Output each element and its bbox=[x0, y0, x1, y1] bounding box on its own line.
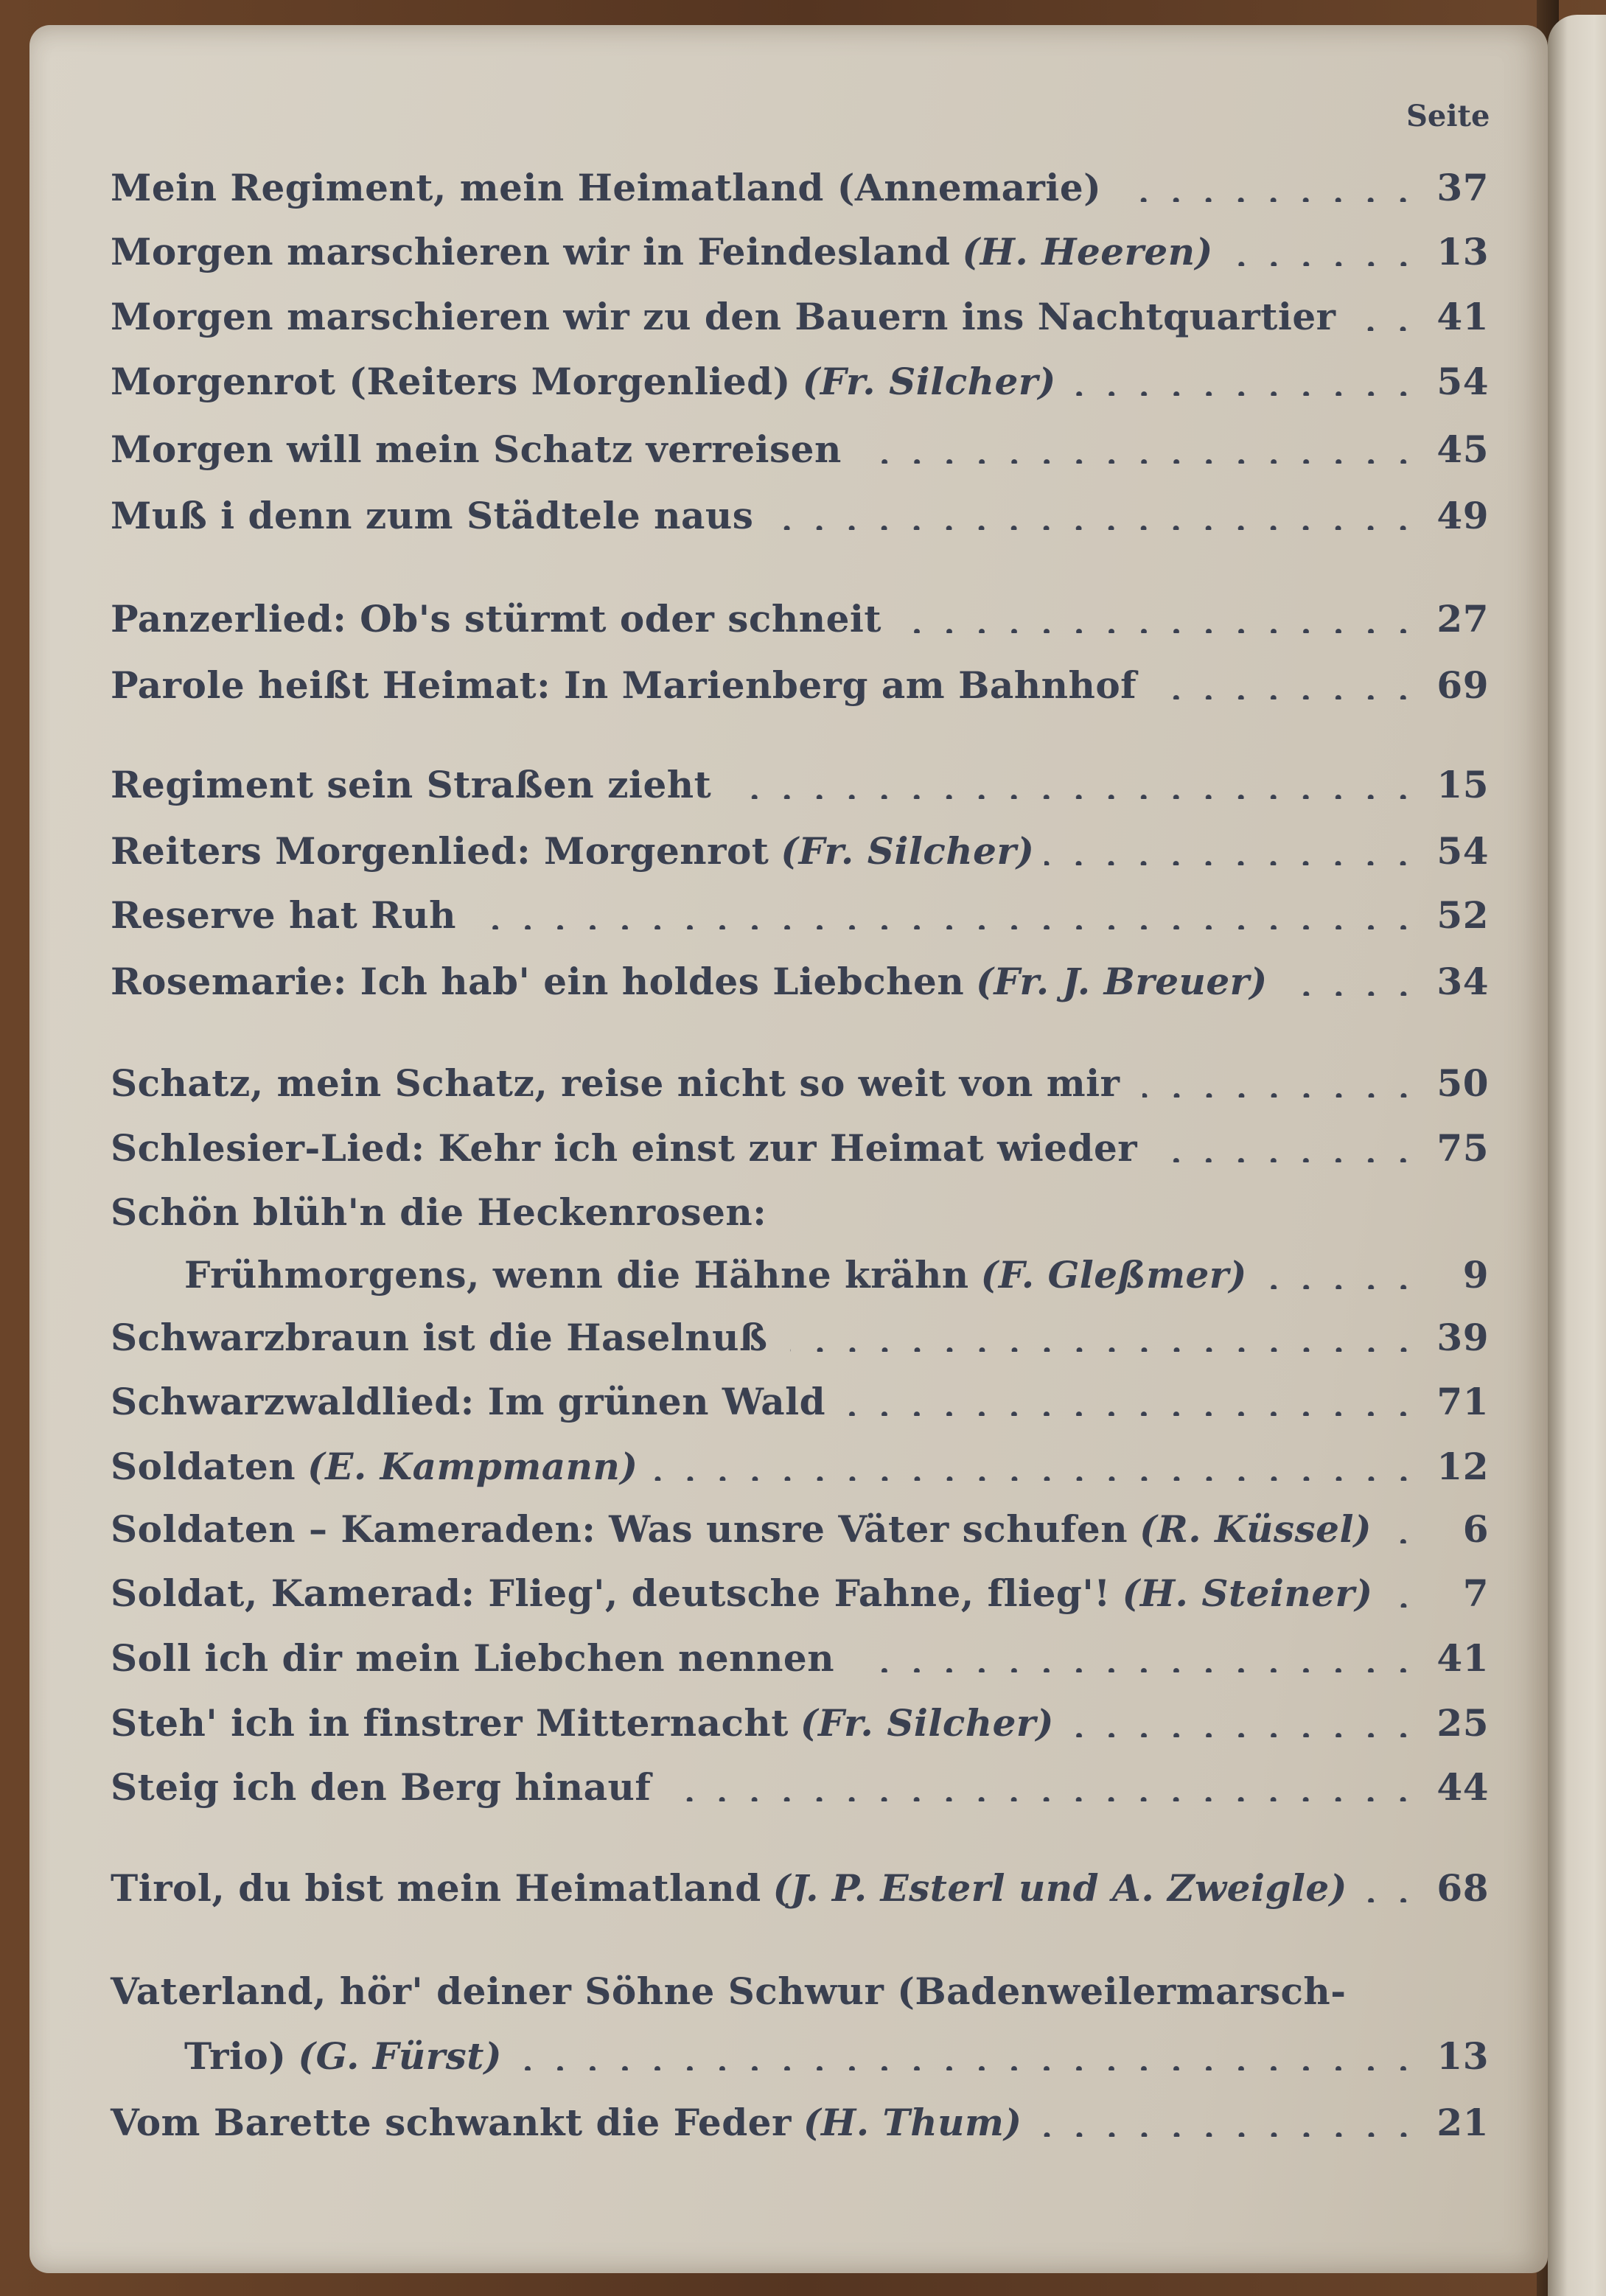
entry-page-number: 25 bbox=[1436, 1700, 1489, 1745]
entry-title: Steh' ich in finstrer Mitternacht bbox=[111, 1700, 789, 1745]
entry-title: Soldat, Kamerad: Flieg', deutsche Fahne, flieg'! bbox=[111, 1571, 1111, 1615]
toc-entry bbox=[111, 1122, 1489, 1173]
entry-title: Regiment sein Straßen zieht bbox=[111, 762, 712, 806]
entry-page-number: 45 bbox=[1436, 427, 1489, 471]
entry-title: Trio) bbox=[184, 2034, 287, 2078]
entry-page-number: 44 bbox=[1436, 1765, 1489, 1809]
entry-title: Morgen marschieren wir zu den Bauern ins Nachtquartier bbox=[111, 294, 1336, 338]
toc-entry bbox=[111, 2096, 1489, 2148]
toc-entry bbox=[111, 1311, 1489, 1363]
entry-title: Soldaten bbox=[111, 1444, 296, 1488]
entry-title: Vaterland, hör' deiner Söhne Schwur (Badenweilermarsch- bbox=[111, 1969, 1347, 2013]
entry-page-number: 12 bbox=[1436, 1444, 1489, 1488]
entry-title: Parole heißt Heimat: In Marienberg am Bahnhof bbox=[111, 663, 1137, 707]
page-column-header: Seite bbox=[1406, 99, 1490, 133]
table-of-contents bbox=[29, 25, 1548, 2273]
toc-entry bbox=[111, 423, 1489, 475]
toc-entry bbox=[111, 1186, 1489, 1238]
leader-dots bbox=[856, 1643, 1420, 1672]
toc-entry bbox=[111, 290, 1489, 342]
toc-entry bbox=[111, 758, 1489, 810]
toc-entry bbox=[111, 489, 1489, 541]
entry-page-number: 15 bbox=[1436, 762, 1489, 806]
toc-entry bbox=[111, 1440, 1489, 1492]
entry-page-number: 13 bbox=[1436, 229, 1489, 273]
entry-title: Frühmorgens, wenn die Hähne krähn bbox=[184, 1252, 969, 1297]
toc-entry bbox=[111, 226, 1489, 277]
leader-dots bbox=[1278, 966, 1420, 996]
toc-entry-continuation bbox=[184, 1249, 1489, 1300]
entry-page-number: 41 bbox=[1436, 1636, 1489, 1680]
entry-title: Schwarzbraun ist die Haselnuß bbox=[111, 1315, 768, 1359]
entry-page-number: 75 bbox=[1436, 1126, 1489, 1170]
leader-dots bbox=[1159, 670, 1420, 699]
entry-title: Muß i denn zum Städtele naus bbox=[111, 493, 754, 537]
leader-dots bbox=[1382, 1514, 1420, 1543]
leader-dots bbox=[864, 434, 1420, 464]
entry-page-number: 54 bbox=[1436, 828, 1489, 873]
entry-title: Schlesier-Lied: Kehr ich einst zur Heimat wieder bbox=[111, 1126, 1138, 1170]
leader-dots bbox=[1159, 1133, 1420, 1162]
entry-page-number: 37 bbox=[1436, 165, 1489, 209]
entry-title: Morgenrot (Reiters Morgenlied) bbox=[111, 359, 791, 403]
entry-author: (J. P. Esterl und A. Zweigle) bbox=[772, 1866, 1347, 1910]
leader-dots bbox=[512, 2041, 1420, 2070]
entry-title: Reserve hat Ruh bbox=[111, 893, 456, 937]
entry-title: Schwarzwaldlied: Im grünen Wald bbox=[111, 1379, 826, 1423]
entry-page-number: 41 bbox=[1436, 294, 1489, 338]
toc-entry bbox=[111, 1503, 1489, 1554]
entry-title: Schön blüh'n die Heckenrosen: bbox=[111, 1190, 767, 1234]
entry-title: Soll ich dir mein Liebchen nennen bbox=[111, 1636, 835, 1680]
entry-author: (H. Heeren) bbox=[962, 229, 1213, 273]
toc-entry bbox=[111, 1567, 1489, 1619]
leader-dots bbox=[790, 1322, 1420, 1352]
leader-dots bbox=[1383, 1578, 1420, 1608]
entry-title: Morgen marschieren wir in Feindesland bbox=[111, 229, 951, 273]
entry-page-number: 50 bbox=[1436, 1061, 1489, 1105]
entry-title: Reiters Morgenlied: Morgenrot bbox=[111, 828, 769, 873]
entry-author: (Fr. Silcher) bbox=[781, 828, 1035, 873]
leader-dots bbox=[478, 900, 1420, 929]
toc-entry bbox=[111, 1965, 1489, 2017]
entry-author: (Fr. Silcher) bbox=[802, 359, 1056, 403]
entry-page-number: 52 bbox=[1436, 893, 1489, 937]
leader-dots bbox=[1123, 172, 1420, 202]
leader-dots bbox=[775, 500, 1420, 530]
entry-author: (H. Steiner) bbox=[1122, 1571, 1373, 1615]
entry-author: (G. Fürst) bbox=[298, 2034, 503, 2078]
toc-entry bbox=[111, 955, 1489, 1007]
entry-page-number: 9 bbox=[1462, 1252, 1489, 1297]
leader-dots bbox=[733, 770, 1420, 799]
entry-page-number: 49 bbox=[1436, 493, 1489, 537]
leader-dots bbox=[1358, 1873, 1420, 1902]
entry-title: Schatz, mein Schatz, reise nicht so weit von mir bbox=[111, 1061, 1120, 1105]
toc-entry bbox=[111, 1697, 1489, 1748]
toc-entry bbox=[111, 659, 1489, 711]
toc-entry bbox=[111, 1375, 1489, 1427]
entry-title: Steig ich den Berg hinauf bbox=[111, 1765, 652, 1809]
leader-dots bbox=[1033, 2107, 1420, 2137]
entry-title: Morgen will mein Schatz verreisen bbox=[111, 427, 842, 471]
toc-entry bbox=[111, 593, 1489, 644]
toc-entry bbox=[111, 355, 1489, 407]
entry-author: (E. Kampmann) bbox=[307, 1444, 638, 1488]
entry-title: Mein Regiment, mein Heimatland (Annemarie) bbox=[111, 165, 1102, 209]
leader-dots bbox=[673, 1772, 1420, 1801]
leader-dots bbox=[1223, 237, 1420, 266]
entry-title: Rosemarie: Ich hab' ein holdes Liebchen bbox=[111, 959, 965, 1003]
entry-page-number: 71 bbox=[1436, 1379, 1489, 1423]
leader-dots bbox=[1358, 301, 1420, 331]
toc-entry bbox=[111, 1632, 1489, 1683]
entry-author: (H. Thum) bbox=[803, 2100, 1022, 2144]
entry-author: (Fr. J. Breuer) bbox=[976, 959, 1268, 1003]
toc-entry bbox=[111, 1761, 1489, 1812]
toc-entry-continuation bbox=[184, 2030, 1489, 2082]
entry-author: (F. Gleßmer) bbox=[980, 1252, 1247, 1297]
entry-page-number: 7 bbox=[1462, 1571, 1489, 1615]
entry-page-number: 69 bbox=[1436, 663, 1489, 707]
entry-page-number: 6 bbox=[1462, 1507, 1489, 1551]
entry-title: Vom Barette schwankt die Feder bbox=[111, 2100, 792, 2144]
entry-title: Soldaten – Kameraden: Was unsre Väter schufen bbox=[111, 1507, 1128, 1551]
entry-title: Panzerlied: Ob's stürmt oder schneit bbox=[111, 596, 881, 641]
entry-page-number: 54 bbox=[1436, 359, 1489, 403]
entry-page-number: 68 bbox=[1436, 1866, 1489, 1910]
toc-entry bbox=[111, 1057, 1489, 1109]
leader-dots bbox=[904, 604, 1420, 633]
leader-dots bbox=[1066, 366, 1420, 396]
leader-dots bbox=[1257, 1260, 1420, 1289]
leader-dots bbox=[848, 1386, 1420, 1416]
toc-entry bbox=[111, 825, 1489, 876]
leader-dots bbox=[1044, 836, 1420, 865]
entry-page-number: 39 bbox=[1436, 1315, 1489, 1359]
entry-page-number: 27 bbox=[1436, 596, 1489, 641]
book-page bbox=[29, 25, 1548, 2273]
entry-author: (Fr. Silcher) bbox=[800, 1700, 1054, 1745]
leader-dots bbox=[649, 1451, 1420, 1481]
entry-author: (R. Küssel) bbox=[1139, 1507, 1372, 1551]
leader-dots bbox=[1142, 1068, 1420, 1098]
toc-entry bbox=[111, 161, 1489, 213]
entry-page-number: 34 bbox=[1436, 959, 1489, 1003]
entry-title: Tirol, du bist mein Heimatland bbox=[111, 1866, 761, 1910]
facing-page-edge bbox=[1548, 15, 1606, 2296]
toc-entry bbox=[111, 889, 1489, 941]
leader-dots bbox=[1064, 1708, 1420, 1737]
entry-page-number: 21 bbox=[1436, 2100, 1489, 2144]
entry-page-number: 13 bbox=[1436, 2034, 1489, 2078]
toc-entry bbox=[111, 1862, 1489, 1913]
